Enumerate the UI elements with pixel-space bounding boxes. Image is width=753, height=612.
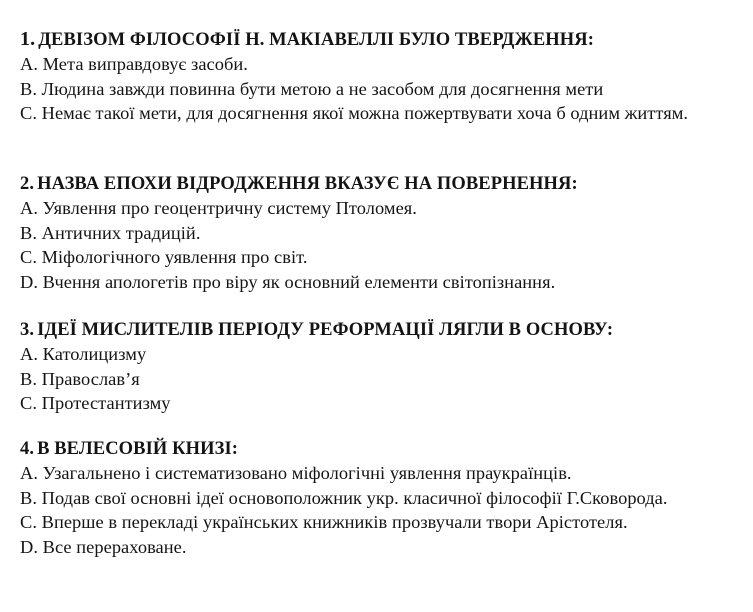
question-2-options [20,196,735,294]
question-2-option-c [20,245,735,270]
option-letter: B. [20,368,37,389]
option-letter: C. [20,247,37,267]
option-letter: C. [20,393,37,413]
question-1-text: ДЕВІЗОМ ФІЛОСОФІЇ Н. МАКІАВЕЛЛІ БУЛО ТВЕРДЖЕННЯ: [38,30,595,50]
option-letter: C. [20,103,37,123]
question-3-option-c [20,391,735,416]
question-1 [20,27,735,126]
option-text: Міфологічного уявлення про світ. [41,247,308,267]
question-3-option-a [20,342,735,367]
question-3-number: 3. [20,320,35,340]
question-3-title [20,318,735,342]
question-1-option-a [20,52,735,77]
option-letter: D. [20,536,38,557]
question-1-option-c [20,101,735,126]
option-text: Вперше в перекладі українських книжників прозвучали твори Арістотеля. [41,512,628,532]
question-4-title [20,437,735,461]
question-4-option-a [20,461,735,486]
question-3-options [20,342,735,416]
question-1-options [20,52,735,126]
option-text: Подав свої основні ідеї основоположник укр. класичної філософії Г.Сковорода. [41,487,668,508]
question-3-option-b [20,367,735,392]
option-letter: B. [20,78,37,99]
question-2-number: 2. [20,174,35,194]
question-2-text: НАЗВА ЕПОХИ ВІДРОДЖЕННЯ ВКАЗУЄ НА ПОВЕРНЕННЯ: [37,174,578,194]
option-text: Мета виправдовує засоби. [42,54,248,74]
option-letter: A. [20,463,38,483]
question-4-options [20,461,735,559]
question-2-option-b [20,221,735,246]
option-letter: A. [20,198,38,218]
option-text: Уявлення про геоцентричну систему Птоломея. [42,198,417,218]
question-4-option-d [20,535,735,560]
question-4-option-c [20,510,735,535]
option-text: Узагальнено і систематизовано міфологічні уявлення праукраїнців. [42,463,572,483]
option-letter: A. [20,344,38,364]
question-4-option-b [20,486,735,511]
question-3-text: ІДЕЇ МИСЛИТЕЛІВ ПЕРІОДУ РЕФОРМАЦІЇ ЛЯГЛИ В ОСНОВУ: [37,320,614,340]
question-1-number: 1. [20,28,36,50]
question-2-option-a [20,196,735,221]
option-letter: A. [20,54,38,74]
option-text: Вчення апологетів про віру як основний елементи світопізнання. [42,271,556,292]
option-text: Античних традицій. [41,222,201,243]
question-1-option-b [20,77,735,102]
question-4 [20,437,735,559]
question-4-text: В ВЕЛЕСОВІЙ КНИЗІ: [37,439,239,459]
question-2 [20,172,735,294]
question-2-option-d [20,270,735,295]
question-3 [20,318,735,416]
option-text: Католицизму [42,344,147,364]
question-1-title [20,27,735,52]
question-4-number: 4. [20,439,35,459]
option-text: Все перераховане. [42,536,187,557]
option-letter: B. [20,487,37,508]
option-text: Протестантизму [41,393,171,413]
option-letter: C. [20,512,37,532]
option-text: Немає такої мети, для досягнення якої можна пожертвувати хоча б одним життям. [41,103,689,123]
option-text: Людина завжди повинна бути метою а не засобом для досягнення мети [41,78,604,99]
question-2-title [20,172,735,196]
option-letter: D. [20,271,38,292]
option-text: Православ’я [41,368,140,389]
option-letter: B. [20,222,37,243]
